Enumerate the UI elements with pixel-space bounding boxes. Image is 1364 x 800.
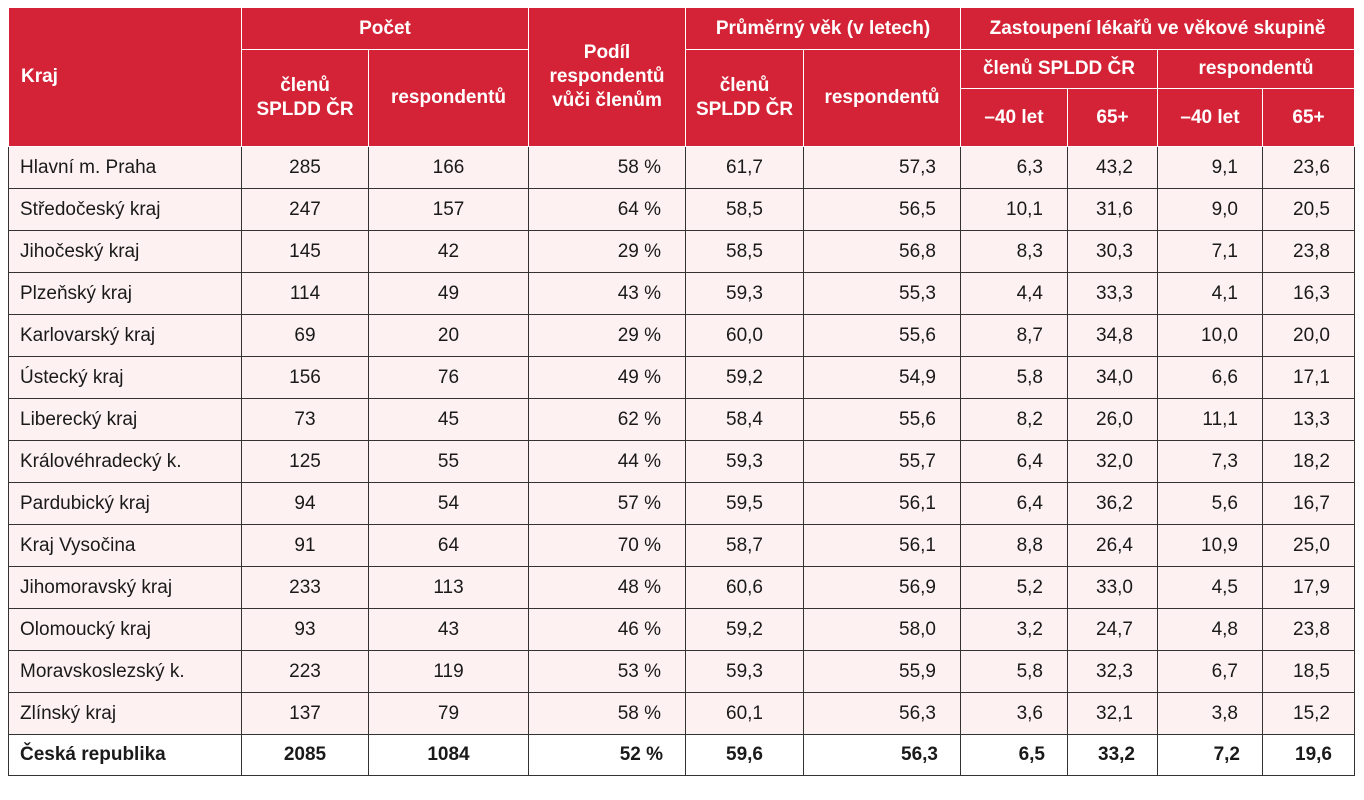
table-row — [9, 231, 1355, 273]
table-row — [9, 273, 1355, 315]
region-name-cell: Hlavní m. Praha — [9, 147, 242, 189]
podil-cell: 58 % — [529, 693, 686, 735]
respondentu-under40-cell: 7,2 — [1158, 735, 1263, 776]
region-name-cell: Pardubický kraj — [9, 483, 242, 525]
clenu-65plus-cell: 32,0 — [1068, 441, 1158, 483]
vek-clenu-cell: 59,2 — [686, 609, 804, 651]
pocet-clenu-cell: 91 — [242, 525, 369, 567]
respondentu-65plus-cell: 17,1 — [1263, 357, 1355, 399]
vek-respondentu-cell: 56,3 — [804, 735, 961, 776]
vek-respondentu-cell: 56,5 — [804, 189, 961, 231]
respondentu-65plus-cell: 15,2 — [1263, 693, 1355, 735]
header-vek-respondentu: respondentů — [804, 50, 961, 147]
header-prumerny-vek: Průměrný věk (v letech) — [686, 8, 961, 50]
vek-clenu-cell: 58,5 — [686, 231, 804, 273]
respondentu-65plus-cell: 23,6 — [1263, 147, 1355, 189]
table-row — [9, 441, 1355, 483]
pocet-clenu-cell: 285 — [242, 147, 369, 189]
podil-cell: 62 % — [529, 399, 686, 441]
vek-clenu-cell: 61,7 — [686, 147, 804, 189]
respondentu-under40-cell: 4,1 — [1158, 273, 1263, 315]
header-zastoupeni: Zastoupení lékařů ve věkové skupině — [961, 8, 1355, 50]
pocet-respondentu-cell: 113 — [369, 567, 529, 609]
header-podil: Podíl respondentů vůči členům — [529, 8, 686, 147]
clenu-under40-cell: 3,6 — [961, 693, 1068, 735]
region-name-cell: Karlovarský kraj — [9, 315, 242, 357]
table-row — [9, 399, 1355, 441]
region-name-cell: Jihočeský kraj — [9, 231, 242, 273]
pocet-respondentu-cell: 157 — [369, 189, 529, 231]
table-row — [9, 609, 1355, 651]
pocet-clenu-cell: 156 — [242, 357, 369, 399]
clenu-65plus-cell: 26,4 — [1068, 525, 1158, 567]
header-resp-under40: –40 let — [1158, 89, 1263, 147]
vek-respondentu-cell: 58,0 — [804, 609, 961, 651]
table-row — [9, 357, 1355, 399]
clenu-65plus-cell: 34,8 — [1068, 315, 1158, 357]
podil-cell: 53 % — [529, 651, 686, 693]
pocet-clenu-cell: 137 — [242, 693, 369, 735]
respondentu-65plus-cell: 13,3 — [1263, 399, 1355, 441]
vek-respondentu-cell: 56,3 — [804, 693, 961, 735]
podil-cell: 52 % — [529, 735, 686, 776]
vek-clenu-cell: 59,2 — [686, 357, 804, 399]
clenu-under40-cell: 5,8 — [961, 357, 1068, 399]
region-name-cell: Plzeňský kraj — [9, 273, 242, 315]
podil-cell: 43 % — [529, 273, 686, 315]
respondentu-65plus-cell: 18,5 — [1263, 651, 1355, 693]
vek-clenu-cell: 59,3 — [686, 273, 804, 315]
respondentu-under40-cell: 4,5 — [1158, 567, 1263, 609]
podil-cell: 70 % — [529, 525, 686, 567]
clenu-65plus-cell: 30,3 — [1068, 231, 1158, 273]
clenu-65plus-cell: 32,1 — [1068, 693, 1158, 735]
pocet-respondentu-cell: 42 — [369, 231, 529, 273]
vek-clenu-cell: 58,5 — [686, 189, 804, 231]
header-clenu-under40: –40 let — [961, 89, 1068, 147]
vek-respondentu-cell: 56,9 — [804, 567, 961, 609]
pocet-respondentu-cell: 64 — [369, 525, 529, 567]
pocet-clenu-cell: 233 — [242, 567, 369, 609]
respondentu-65plus-cell: 19,6 — [1263, 735, 1355, 776]
respondentu-under40-cell: 10,0 — [1158, 315, 1263, 357]
vek-clenu-cell: 60,0 — [686, 315, 804, 357]
pocet-respondentu-cell: 54 — [369, 483, 529, 525]
pocet-clenu-cell: 94 — [242, 483, 369, 525]
clenu-under40-cell: 8,7 — [961, 315, 1068, 357]
clenu-65plus-cell: 34,0 — [1068, 357, 1158, 399]
vek-respondentu-cell: 55,3 — [804, 273, 961, 315]
pocet-clenu-cell: 223 — [242, 651, 369, 693]
clenu-under40-cell: 6,4 — [961, 483, 1068, 525]
respondentu-65plus-cell: 16,7 — [1263, 483, 1355, 525]
pocet-clenu-cell: 2085 — [242, 735, 369, 776]
clenu-65plus-cell: 33,3 — [1068, 273, 1158, 315]
vek-respondentu-cell: 55,6 — [804, 315, 961, 357]
pocet-respondentu-cell: 79 — [369, 693, 529, 735]
respondentu-65plus-cell: 25,0 — [1263, 525, 1355, 567]
table-row — [9, 525, 1355, 567]
region-name-cell: Česká republika — [9, 735, 242, 776]
clenu-65plus-cell: 31,6 — [1068, 189, 1158, 231]
podil-cell: 49 % — [529, 357, 686, 399]
clenu-65plus-cell: 43,2 — [1068, 147, 1158, 189]
pocet-clenu-cell: 69 — [242, 315, 369, 357]
vek-clenu-cell: 60,6 — [686, 567, 804, 609]
total-row — [9, 735, 1355, 776]
regional-statistics-table — [8, 7, 1355, 776]
pocet-respondentu-cell: 55 — [369, 441, 529, 483]
pocet-clenu-cell: 114 — [242, 273, 369, 315]
podil-cell: 29 % — [529, 315, 686, 357]
vek-respondentu-cell: 55,7 — [804, 441, 961, 483]
respondentu-under40-cell: 6,6 — [1158, 357, 1263, 399]
respondentu-65plus-cell: 18,2 — [1263, 441, 1355, 483]
clenu-under40-cell: 6,5 — [961, 735, 1068, 776]
clenu-under40-cell: 6,4 — [961, 441, 1068, 483]
header-kraj: Kraj — [9, 8, 242, 147]
vek-respondentu-cell: 57,3 — [804, 147, 961, 189]
pocet-clenu-cell: 145 — [242, 231, 369, 273]
table-row — [9, 315, 1355, 357]
region-name-cell: Kraj Vysočina — [9, 525, 242, 567]
vek-clenu-cell: 59,6 — [686, 735, 804, 776]
pocet-respondentu-cell: 45 — [369, 399, 529, 441]
table-header — [9, 8, 1355, 147]
vek-clenu-cell: 59,5 — [686, 483, 804, 525]
pocet-respondentu-cell: 76 — [369, 357, 529, 399]
clenu-under40-cell: 3,2 — [961, 609, 1068, 651]
vek-respondentu-cell: 56,1 — [804, 483, 961, 525]
region-name-cell: Královéhradecký k. — [9, 441, 242, 483]
respondentu-under40-cell: 5,6 — [1158, 483, 1263, 525]
clenu-65plus-cell: 33,0 — [1068, 567, 1158, 609]
pocet-clenu-cell: 125 — [242, 441, 369, 483]
region-name-cell: Moravskoslezský k. — [9, 651, 242, 693]
vek-clenu-cell: 59,3 — [686, 651, 804, 693]
table-row — [9, 651, 1355, 693]
region-name-cell: Olomoucký kraj — [9, 609, 242, 651]
respondentu-65plus-cell: 20,0 — [1263, 315, 1355, 357]
clenu-under40-cell: 5,2 — [961, 567, 1068, 609]
header-vek-clenu: členů SPLDD ČR — [686, 50, 804, 147]
vek-clenu-cell: 60,1 — [686, 693, 804, 735]
vek-respondentu-cell: 56,8 — [804, 231, 961, 273]
region-name-cell: Ústecký kraj — [9, 357, 242, 399]
region-name-cell: Zlínský kraj — [9, 693, 242, 735]
clenu-under40-cell: 8,8 — [961, 525, 1068, 567]
region-name-cell: Jihomoravský kraj — [9, 567, 242, 609]
pocet-respondentu-cell: 166 — [369, 147, 529, 189]
pocet-respondentu-cell: 49 — [369, 273, 529, 315]
vek-clenu-cell: 59,3 — [686, 441, 804, 483]
respondentu-65plus-cell: 23,8 — [1263, 609, 1355, 651]
respondentu-under40-cell: 7,1 — [1158, 231, 1263, 273]
table-row — [9, 693, 1355, 735]
clenu-65plus-cell: 36,2 — [1068, 483, 1158, 525]
clenu-under40-cell: 5,8 — [961, 651, 1068, 693]
respondentu-65plus-cell: 23,8 — [1263, 231, 1355, 273]
vek-respondentu-cell: 56,1 — [804, 525, 961, 567]
pocet-clenu-cell: 247 — [242, 189, 369, 231]
respondentu-under40-cell: 6,7 — [1158, 651, 1263, 693]
vek-respondentu-cell: 55,9 — [804, 651, 961, 693]
podil-cell: 46 % — [529, 609, 686, 651]
vek-respondentu-cell: 55,6 — [804, 399, 961, 441]
clenu-65plus-cell: 24,7 — [1068, 609, 1158, 651]
vek-clenu-cell: 58,7 — [686, 525, 804, 567]
podil-cell: 64 % — [529, 189, 686, 231]
clenu-65plus-cell: 26,0 — [1068, 399, 1158, 441]
region-name-cell: Liberecký kraj — [9, 399, 242, 441]
header-pocet: Počet — [242, 8, 529, 50]
clenu-under40-cell: 8,2 — [961, 399, 1068, 441]
respondentu-65plus-cell: 17,9 — [1263, 567, 1355, 609]
header-pocet-clenu: členů SPLDD ČR — [242, 50, 369, 147]
pocet-respondentu-cell: 20 — [369, 315, 529, 357]
respondentu-under40-cell: 4,8 — [1158, 609, 1263, 651]
respondentu-under40-cell: 7,3 — [1158, 441, 1263, 483]
pocet-respondentu-cell: 119 — [369, 651, 529, 693]
header-resp-65plus: 65+ — [1263, 89, 1355, 147]
respondentu-under40-cell: 11,1 — [1158, 399, 1263, 441]
respondentu-under40-cell: 10,9 — [1158, 525, 1263, 567]
pocet-clenu-cell: 73 — [242, 399, 369, 441]
clenu-under40-cell: 10,1 — [961, 189, 1068, 231]
podil-cell: 48 % — [529, 567, 686, 609]
header-zastoupeni-clenu: členů SPLDD ČR — [961, 50, 1158, 89]
header-pocet-respondentu: respondentů — [369, 50, 529, 147]
podil-cell: 29 % — [529, 231, 686, 273]
header-clenu-65plus: 65+ — [1068, 89, 1158, 147]
respondentu-under40-cell: 3,8 — [1158, 693, 1263, 735]
table-row — [9, 483, 1355, 525]
clenu-under40-cell: 6,3 — [961, 147, 1068, 189]
region-name-cell: Středočeský kraj — [9, 189, 242, 231]
pocet-clenu-cell: 93 — [242, 609, 369, 651]
pocet-respondentu-cell: 1084 — [369, 735, 529, 776]
podil-cell: 44 % — [529, 441, 686, 483]
clenu-65plus-cell: 32,3 — [1068, 651, 1158, 693]
podil-cell: 58 % — [529, 147, 686, 189]
respondentu-65plus-cell: 16,3 — [1263, 273, 1355, 315]
table-row — [9, 189, 1355, 231]
header-zastoupeni-respondentu: respondentů — [1158, 50, 1355, 89]
respondentu-under40-cell: 9,0 — [1158, 189, 1263, 231]
table-row — [9, 567, 1355, 609]
clenu-under40-cell: 4,4 — [961, 273, 1068, 315]
clenu-under40-cell: 8,3 — [961, 231, 1068, 273]
pocet-respondentu-cell: 43 — [369, 609, 529, 651]
respondentu-65plus-cell: 20,5 — [1263, 189, 1355, 231]
table-row — [9, 147, 1355, 189]
table-body — [9, 147, 1355, 776]
respondentu-under40-cell: 9,1 — [1158, 147, 1263, 189]
clenu-65plus-cell: 33,2 — [1068, 735, 1158, 776]
vek-clenu-cell: 58,4 — [686, 399, 804, 441]
podil-cell: 57 % — [529, 483, 686, 525]
vek-respondentu-cell: 54,9 — [804, 357, 961, 399]
